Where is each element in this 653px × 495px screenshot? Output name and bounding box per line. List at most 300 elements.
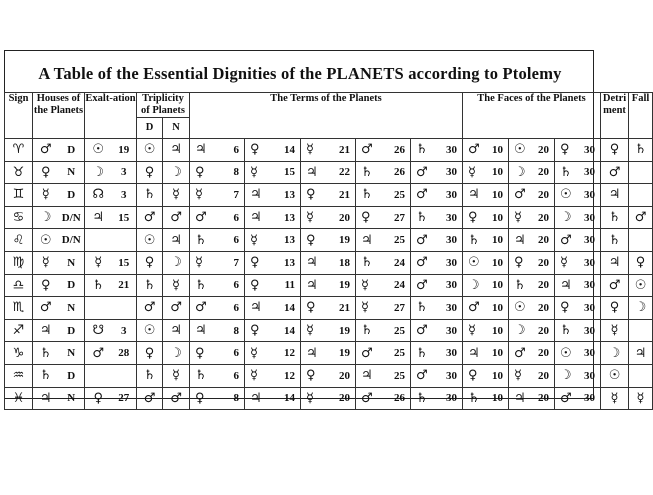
planet-icon: ☿ [468, 323, 476, 339]
term-entry [301, 187, 355, 202]
planet-icon: ♀ [250, 142, 260, 158]
triplicity-cell [163, 139, 190, 162]
exaltation-degree-cell [112, 274, 137, 297]
face-entry [509, 233, 554, 248]
face-degree: 20 [538, 166, 550, 179]
planet-icon: ♂ [170, 300, 182, 316]
face-degree: 20 [538, 392, 550, 405]
term-cell [190, 319, 245, 342]
term-degree: 19 [339, 279, 351, 292]
planet-icon: ♂ [195, 210, 207, 226]
planet-icon: ♀ [250, 277, 260, 293]
term-entry [356, 187, 410, 202]
term-entry [245, 142, 300, 157]
term-degree: 26 [394, 143, 406, 156]
header-houses: Houses of the Planets [33, 93, 85, 139]
sign-cell [5, 184, 33, 207]
term-cell [245, 274, 301, 297]
face-cell [463, 274, 509, 297]
exaltation-degree: 3 [121, 188, 127, 201]
table-row [5, 319, 653, 342]
planet-icon: ♀ [306, 300, 316, 316]
planet-icon: ♄ [416, 210, 428, 226]
planet-icon: ♄ [608, 232, 621, 248]
face-cell [555, 206, 601, 229]
sign-cell [5, 342, 33, 365]
face-entry [555, 278, 600, 293]
triplicity-cell [137, 297, 163, 320]
planet-icon: ☽ [170, 255, 182, 271]
term-entry [301, 210, 355, 225]
term-degree: 25 [394, 347, 406, 360]
term-cell [301, 297, 356, 320]
term-degree: 6 [233, 347, 240, 360]
face-degree: 10 [492, 211, 504, 224]
planet-icon: ♄ [634, 142, 647, 158]
term-entry [356, 323, 410, 338]
term-degree: 26 [394, 166, 406, 179]
term-cell [245, 251, 301, 274]
term-entry [245, 210, 300, 225]
planet-icon: ♃ [608, 255, 621, 271]
house-planet-cell [33, 139, 59, 162]
planet-icon: ♃ [195, 323, 207, 339]
planet-icon: ♀ [560, 142, 570, 158]
term-entry [245, 300, 300, 315]
zodiac-sign-icon: ♏ [12, 300, 25, 316]
face-entry [463, 210, 508, 225]
term-degree: 30 [446, 301, 458, 314]
house-planet-cell [33, 251, 59, 274]
sign-cell [5, 251, 33, 274]
house-daynight-cell [59, 161, 85, 184]
term-degree: 22 [339, 166, 351, 179]
planet-icon: ♄ [468, 390, 480, 406]
face-degree: 30 [584, 279, 596, 292]
term-degree: 18 [339, 256, 351, 269]
planet-icon: ☿ [250, 232, 258, 248]
face-cell [555, 319, 601, 342]
term-cell [411, 161, 463, 184]
face-degree: 20 [538, 211, 550, 224]
zodiac-sign-icon: ♓ [12, 390, 25, 406]
term-cell [190, 161, 245, 184]
term-entry [411, 346, 462, 361]
face-entry [555, 210, 600, 225]
header-triplicity-night: N [163, 118, 190, 139]
planet-icon: ♀ [144, 345, 155, 361]
term-degree: 13 [284, 211, 296, 224]
term-cell [356, 274, 411, 297]
triplicity-cell [137, 251, 163, 274]
page-title: A Table of the Essential Dignities of the PLANETS according to Ptolemy [38, 64, 562, 83]
house-daynight: D [67, 143, 76, 156]
face-cell [463, 319, 509, 342]
face-entry [555, 187, 600, 202]
planet-icon: ♂ [416, 277, 428, 293]
planet-icon: ♂ [195, 300, 207, 316]
term-cell [190, 184, 245, 207]
table-row [5, 274, 653, 297]
triplicity-cell [163, 387, 190, 410]
planet-icon: ☿ [195, 255, 203, 271]
planet-icon: ☉ [92, 142, 105, 158]
term-entry [411, 210, 462, 225]
triplicity-cell [163, 206, 190, 229]
face-entry [555, 346, 600, 361]
term-degree: 20 [339, 369, 351, 382]
header-detriment: Detri ment [601, 93, 629, 139]
zodiac-sign-icon: ♍ [12, 255, 25, 271]
face-entry [463, 368, 508, 383]
term-cell [190, 342, 245, 365]
term-entry [301, 368, 355, 383]
planet-icon: ☿ [41, 187, 50, 203]
face-entry [463, 142, 508, 157]
planet-icon: ☿ [306, 390, 314, 406]
exaltation-planet-cell [85, 297, 112, 320]
face-entry [463, 255, 508, 270]
table-row [5, 161, 653, 184]
term-cell [301, 184, 356, 207]
face-degree: 20 [538, 347, 550, 360]
planet-icon: ♄ [143, 187, 156, 203]
term-degree: 14 [284, 301, 296, 314]
exaltation-planet-cell [85, 342, 112, 365]
zodiac-sign-icon: ♐ [12, 323, 25, 339]
planet-icon: ☊ [92, 187, 105, 203]
term-degree: 14 [284, 392, 296, 405]
sign-cell [5, 319, 33, 342]
term-cell [301, 319, 356, 342]
exaltation-degree: 28 [118, 347, 130, 360]
triplicity-cell [137, 274, 163, 297]
term-degree: 6 [233, 211, 240, 224]
term-entry [190, 391, 244, 406]
term-degree: 30 [446, 234, 458, 247]
planet-icon: ♂ [170, 210, 182, 226]
planet-icon: ☿ [306, 142, 314, 158]
exaltation-planet-cell [85, 274, 112, 297]
term-degree: 8 [233, 392, 240, 405]
planet-icon: ♃ [608, 187, 621, 203]
planet-icon: ♃ [250, 210, 262, 226]
term-cell [301, 387, 356, 410]
term-entry [190, 233, 244, 248]
planet-icon: ♃ [306, 164, 318, 180]
exaltation-degree-cell [112, 184, 137, 207]
term-cell [356, 251, 411, 274]
zodiac-sign-icon: ♑ [12, 345, 25, 361]
planet-icon: ♃ [170, 323, 182, 339]
face-cell [509, 387, 555, 410]
triplicity-cell [137, 319, 163, 342]
planet-icon: ☽ [92, 164, 105, 180]
face-degree: 10 [492, 301, 504, 314]
detriment-cell [601, 229, 629, 252]
fall-cell [629, 161, 653, 184]
term-cell [411, 387, 463, 410]
planet-icon: ♀ [306, 368, 316, 384]
fall-cell [629, 387, 653, 410]
face-cell [555, 184, 601, 207]
term-degree: 20 [339, 392, 351, 405]
sign-cell [5, 297, 33, 320]
term-entry [356, 346, 410, 361]
term-cell [356, 319, 411, 342]
term-degree: 20 [339, 211, 351, 224]
planet-icon: ♄ [143, 368, 156, 384]
detriment-cell [601, 161, 629, 184]
term-cell [411, 319, 463, 342]
planet-icon: ♃ [250, 187, 262, 203]
term-entry [190, 368, 244, 383]
face-cell [509, 161, 555, 184]
planet-icon: ♃ [306, 255, 318, 271]
term-cell [301, 139, 356, 162]
planet-icon: ♂ [634, 210, 647, 226]
term-degree: 30 [446, 324, 458, 337]
detriment-cell [601, 342, 629, 365]
term-cell [411, 206, 463, 229]
face-entry [555, 391, 600, 406]
term-cell [356, 364, 411, 387]
term-degree: 24 [394, 279, 406, 292]
face-cell [463, 206, 509, 229]
term-degree: 30 [446, 369, 458, 382]
exaltation-degree-cell [112, 206, 137, 229]
term-entry [245, 278, 300, 293]
planet-icon: ♂ [416, 323, 428, 339]
term-degree: 21 [339, 301, 351, 314]
sign-cell [5, 206, 33, 229]
face-degree: 30 [584, 188, 596, 201]
planet-icon: ☋ [92, 323, 105, 339]
face-degree: 10 [492, 279, 504, 292]
term-entry [411, 323, 462, 338]
exaltation-degree: 15 [118, 256, 130, 269]
term-entry [356, 278, 410, 293]
face-cell [509, 251, 555, 274]
house-daynight: N [67, 392, 76, 405]
sign-cell [5, 229, 33, 252]
planet-icon: ♂ [416, 255, 428, 271]
face-entry [463, 187, 508, 202]
planet-icon: ☿ [195, 187, 203, 203]
planet-icon: ♀ [468, 368, 478, 384]
house-planet-cell [33, 319, 59, 342]
term-degree: 6 [233, 301, 240, 314]
planet-icon: ♂ [361, 390, 373, 406]
face-entry [463, 346, 508, 361]
face-degree: 10 [492, 188, 504, 201]
term-entry [356, 210, 410, 225]
exaltation-degree-cell [112, 387, 137, 410]
exaltation-degree: 3 [121, 324, 127, 337]
face-entry [463, 278, 508, 293]
planet-icon: ♀ [306, 187, 316, 203]
sign-cell [5, 364, 33, 387]
triplicity-cell [163, 319, 190, 342]
term-entry [190, 187, 244, 202]
face-entry [555, 255, 600, 270]
term-degree: 27 [394, 211, 406, 224]
term-entry [190, 165, 244, 180]
term-cell [356, 206, 411, 229]
planet-icon: ☿ [172, 277, 180, 293]
term-entry [190, 323, 244, 338]
exaltation-degree: 15 [118, 211, 130, 224]
face-degree: 20 [538, 301, 550, 314]
face-cell [555, 364, 601, 387]
triplicity-cell [163, 184, 190, 207]
term-entry [245, 233, 300, 248]
face-degree: 10 [492, 234, 504, 247]
house-planet-cell [33, 297, 59, 320]
term-cell [245, 184, 301, 207]
planet-icon: ♀ [250, 255, 260, 271]
term-cell [411, 251, 463, 274]
exaltation-degree-cell [112, 297, 137, 320]
term-cell [245, 387, 301, 410]
planet-icon: ♀ [560, 300, 570, 316]
face-degree: 20 [538, 234, 550, 247]
detriment-cell [601, 387, 629, 410]
term-degree: 8 [233, 166, 240, 179]
exaltation-planet-cell [85, 387, 112, 410]
term-cell [245, 319, 301, 342]
exaltation-planet-cell [85, 206, 112, 229]
term-cell [411, 274, 463, 297]
term-cell [301, 161, 356, 184]
term-entry [190, 300, 244, 315]
house-daynight: D [67, 324, 76, 337]
header-exaltation: Exalt-ation [85, 93, 137, 139]
term-cell [411, 342, 463, 365]
planet-icon: ♃ [560, 277, 572, 293]
planet-icon: ☉ [514, 300, 526, 316]
face-cell [509, 206, 555, 229]
house-daynight: D [67, 279, 76, 292]
planet-icon: ♃ [250, 300, 262, 316]
planet-icon: ♀ [609, 300, 620, 316]
header-triplicity: Triplicity of Planets [137, 93, 190, 118]
planet-icon: ♀ [250, 323, 260, 339]
term-entry [245, 165, 300, 180]
term-entry [411, 165, 462, 180]
face-degree: 10 [492, 166, 504, 179]
house-daynight: D/N [61, 234, 81, 247]
planet-icon: ♂ [468, 142, 480, 158]
exaltation-planet-cell [85, 161, 112, 184]
house-daynight-cell [59, 229, 85, 252]
face-entry [463, 233, 508, 248]
planet-icon: ♀ [144, 255, 155, 271]
term-degree: 8 [233, 324, 240, 337]
planet-icon: ☉ [514, 142, 526, 158]
house-planet-cell [33, 161, 59, 184]
face-cell [509, 139, 555, 162]
face-entry [509, 165, 554, 180]
planet-icon: ☿ [250, 164, 258, 180]
planet-icon: ☿ [610, 323, 619, 339]
face-cell [555, 387, 601, 410]
face-entry [463, 165, 508, 180]
planet-icon: ☿ [514, 368, 522, 384]
exaltation-planet-cell [85, 229, 112, 252]
face-degree: 20 [538, 143, 550, 156]
face-entry [509, 368, 554, 383]
exaltation-degree-cell [112, 364, 137, 387]
detriment-cell [601, 319, 629, 342]
term-entry [190, 278, 244, 293]
planet-icon: ☉ [468, 255, 480, 271]
planet-icon: ☿ [514, 210, 522, 226]
planet-icon: ♀ [635, 255, 646, 271]
planet-icon: ♄ [361, 255, 373, 271]
planet-icon: ☿ [306, 323, 314, 339]
planet-icon: ♂ [560, 232, 572, 248]
planet-icon: ♂ [143, 390, 156, 406]
fall-cell [629, 319, 653, 342]
planet-icon: ♃ [39, 323, 52, 339]
sign-cell [5, 387, 33, 410]
planet-icon: ☉ [39, 232, 52, 248]
house-planet-cell [33, 342, 59, 365]
house-daynight-cell [59, 184, 85, 207]
term-degree: 12 [284, 369, 296, 382]
fall-cell [629, 342, 653, 365]
term-entry [245, 368, 300, 383]
house-daynight-cell [59, 206, 85, 229]
planet-icon: ♄ [39, 368, 52, 384]
triplicity-cell [137, 206, 163, 229]
term-entry [245, 187, 300, 202]
triplicity-cell [137, 387, 163, 410]
table-row [5, 364, 653, 387]
face-entry [509, 255, 554, 270]
planet-icon: ♂ [416, 368, 428, 384]
face-degree: 20 [538, 256, 550, 269]
term-entry [190, 210, 244, 225]
planet-icon: ♄ [468, 232, 480, 248]
face-cell [509, 342, 555, 365]
term-cell [190, 274, 245, 297]
face-entry [463, 323, 508, 338]
term-cell [245, 342, 301, 365]
face-cell [555, 139, 601, 162]
term-cell [301, 206, 356, 229]
term-entry [301, 346, 355, 361]
planet-icon: ♀ [40, 164, 51, 180]
house-daynight-cell [59, 297, 85, 320]
term-entry [245, 255, 300, 270]
term-entry [301, 165, 355, 180]
face-degree: 30 [584, 347, 596, 360]
house-daynight-cell [59, 342, 85, 365]
term-cell [245, 206, 301, 229]
face-degree: 10 [492, 324, 504, 337]
fall-cell [629, 139, 653, 162]
table-row [5, 387, 653, 410]
term-degree: 6 [233, 279, 240, 292]
triplicity-cell [137, 184, 163, 207]
planet-icon: ☽ [634, 300, 647, 316]
face-degree: 20 [538, 279, 550, 292]
term-cell [245, 297, 301, 320]
planet-icon: ☽ [170, 345, 182, 361]
term-cell [301, 274, 356, 297]
